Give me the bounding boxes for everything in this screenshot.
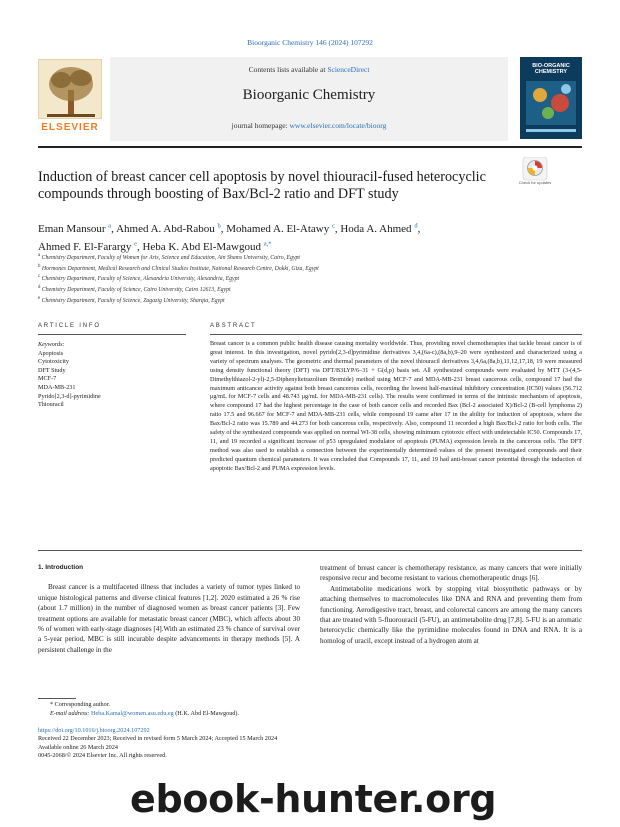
journal-reference[interactable]: Bioorganic Chemistry 146 (2024) 107292 [247, 38, 373, 47]
affiliation: $^c$ Chemistry Department, Faculty of Science, Alexandria University, Alexandria, Egypt [38, 274, 240, 283]
available-online: Available online 26 March 2024 [38, 743, 118, 751]
introduction-heading: 1. Introduction [38, 564, 84, 571]
footnote-rule [38, 698, 76, 699]
cover-title: BIO-ORGANIC CHEMISTRY [532, 63, 570, 75]
journal-name: Bioorganic Chemistry [242, 87, 376, 103]
author[interactable]: Eman Mansour $^a$, [38, 222, 117, 235]
abstract-heading: ABSTRACT [210, 323, 257, 329]
body-column-left [38, 563, 300, 655]
affiliation: $^e$ Chemistry Department, Faculty of Science, Zagazig University, Sharqia, Egypt [38, 295, 225, 304]
affiliation: $^a$ Chemistry Department, Faculty of Women for Arts, Science and Education, Ain Shams University, Cairo, Egypt [38, 253, 301, 261]
article-info-heading: ARTICLE INFO [38, 323, 101, 329]
author-list [38, 218, 508, 255]
email-link[interactable]: Heba.Kamal@women.asu.edu.eg [91, 710, 174, 717]
keyword: MDA-MB-231 [38, 383, 76, 391]
tree-icon [38, 59, 102, 119]
received-dates: Received 22 December 2023; Received in revised form 5 March 2024; Accepted 15 March 2024 [38, 735, 278, 743]
author[interactable]: Hoda A. Ahmed $^d$, [340, 222, 421, 235]
masthead-rule [38, 146, 582, 148]
keyword: Thiouracil [38, 401, 64, 409]
email-line: E-mail address: Heba.Kamal@women.asu.edu.eg (H.K. Abd El-Mawgoud). [50, 710, 240, 717]
keywords-list [38, 341, 186, 410]
affiliation: $^d$ Chemistry Department, Faculty of Science, Cairo University, Cairo 12613, Egypt [38, 285, 231, 294]
crossmark-caption: Check for updates [518, 180, 552, 185]
author[interactable]: Heba K. Abd El-Mawgoud $^{a,*}$ [142, 240, 272, 254]
journal-homepage: journal homepage: www.elsevier.com/locate/bioorg [231, 121, 387, 130]
elsevier-logo[interactable] [38, 59, 102, 137]
doi-link[interactable]: https://doi.org/10.1016/j.bioorg.2024.107292 [38, 727, 150, 734]
footnote [38, 700, 338, 718]
corresponding-author-note: * Corresponding author. [50, 701, 110, 708]
keyword: Cytotoxicity [38, 358, 69, 366]
article-info-rule [38, 334, 186, 335]
intro-paragraph-continued: treatment of breast cancer is chemotherapy resistance, as many cancers that were initially responsive recur and become resistant to various chemotherapeutic drugs [6]. [320, 564, 582, 583]
elsevier-wordmark: ELSEVIER [41, 122, 99, 133]
keyword: DFT Study [38, 366, 66, 374]
author[interactable]: Ahmed F. El-Farargy $^e$, [38, 240, 143, 254]
article-title: Induction of breast cancer cell apoptosis by novel thiouracil-fused heterocyclic compounds through boosting of Bax/Bcl-2 ratio and DFT study [38, 169, 486, 202]
cover-art-icon [520, 57, 582, 139]
abstract-rule [210, 334, 582, 335]
author[interactable]: Ahmed A. Abd-Rabou $^b$, [116, 222, 227, 235]
sciencedirect-link[interactable]: ScienceDirect [327, 65, 370, 74]
keyword: Pyrido[2,3-d]-pyrimidine [38, 392, 101, 400]
intro-paragraph: Antimetabolite medications work by stopping vital biosynthetic pathways or by attaching themselves to macromolecules like DNA and RNA and preventing them from functioning. Aerodigestive tract, breast, and colorectal cancers are among the many cancers that are treated with 5-fluorouracil (5-FU), an antimetabolite drug [7,8]. 5-FU is an aromatic heterocyclic chemically like the pyrimidine molecules found in DNA and RNA. It is a homolog of uracil, except instead of a hydrogen atom at [320, 584, 582, 645]
body-column-right [320, 563, 582, 646]
author[interactable]: Mohamed A. El-Atawy $^c$, [226, 222, 341, 235]
copyright: 0045-2068/© 2024 Elsevier Inc. All rights reserved. [38, 751, 167, 759]
affiliation-list [38, 252, 538, 306]
watermark: ebook-hunter.org [130, 777, 497, 821]
masthead [38, 57, 582, 141]
keyword: MCF-7 [38, 375, 57, 383]
keyword: Apoptosis [38, 349, 64, 357]
keywords-label: Keywords: [38, 341, 65, 348]
publication-info [38, 727, 358, 760]
intro-paragraph: Breast cancer is a multifaceted illness that includes a variety of tumor types linked to unique histological patterns and diverse clinical features [1,2]. 2020 estimated a 26 % rise (about 1.7 million) in the number of diagnosed women as breast cancer patients [3]. Few treatment options are available for metastatic breast cancer (MBC), which affects about 30 % of women with early-stage diagnoses [4].With an estimated 23 % chance of survival over a 5-year period, MBC is still incurable despite advancements in therapy methods [5]. A persistent challenge in the [38, 583, 300, 654]
body-rule [38, 550, 582, 551]
affiliation: $^b$ Hormones Department, Medical Research and Clinical Studies Institute, National Research Centre, Dokki, Giza, Egypt [38, 263, 319, 272]
homepage-link[interactable]: www.elsevier.com/locate/bioorg [289, 121, 387, 130]
journal-header-box [110, 57, 508, 141]
contents-line: Contents lists available at ScienceDirect [248, 65, 370, 74]
abstract-text: Breast cancer is a common public health disease causing mortality worldwide. Thus, providing novel chemotherapies that tackle breast cancer is of great interest. In this investigation, novel pyrido[2,3-d]pyrimidine derivatives 3,4,(6a-c),(8a,b),9–20 were synthesized and characterized using a variety of spectrum analyses. The geometric and thermal parameters of the novel thiouracil derivatives 3,4,6a,(8a,b),11,12,17,18, 19 were measured using density functional theory (DFT) via DFT/B3LYP/6–31 + G(d,p) basis set. All synthesized compounds were evaluated by MTT (3-(4,5-Dimethylthiazol-2-yl)-2,5-Diphenyltetrazolium Bromide) method using MCF-7 and MDA-MB-231 breast cancerous cells, compound 17 had the maximum anticancer activity against both breast cancerous cells, recording the lowest half-maximal inhibitory concentration (IC50) values (56.712 μg/mL for MCF-7 cells and 48.743 μg/mL for MDA-MB-231 cells). The results were confirmed in terms of the intrinsic mechanism of apoptosis, where compound 17 had the highest percentage in the case of both cancer cells and recorded Bax (Bcl-2 associated X)/Bcl-2 (B-cell lymphoma 2) ratio 17.5 and 96.667 for MCF-7 and MDA-MB-231 cells, while compound 19 came after 17 in the ability for induction of apoptosis, where the Bax/Bcl-2 ratio was 15.789 and 44.273 for both cancerous cells, respectively. Also, compound 11 recorded a high Bax/Bcl-2 ratio for both cells. The safety of the synthesized compounds was applied on normal WI-38 cells, showing minimum cytotoxic effect with undetectable IC50. Compounds 17, 11, and 19 recorded a significant increase of p53 upregulated modulator of apoptosis (PUMA) expression levels in the cancerous cells. The DFT method was also used to establish a connection between the experimentally determined values of the present investigated compounds and their predicted quantum chemical parameters. It was concluded that Compounds 17, 11, and 19 had anti-breast cancer potential through the induction of apoptotic Bax/Bcl-2 and PUMA expression levels. [210, 340, 582, 472]
abstract-body [210, 340, 582, 474]
journal-cover[interactable] [520, 57, 582, 139]
